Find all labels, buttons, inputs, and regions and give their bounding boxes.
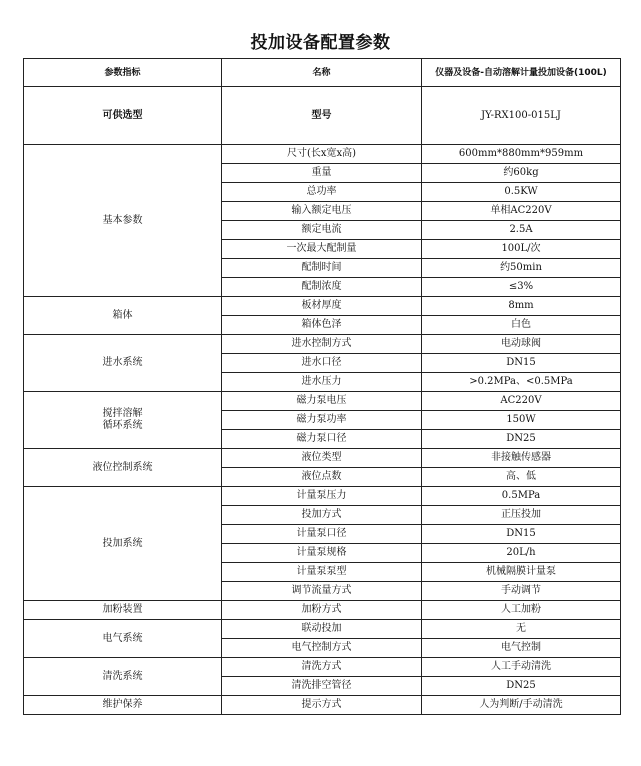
category-label: 投加系统 <box>102 537 143 549</box>
param-name: 重量 <box>222 164 422 183</box>
param-value: 20L/h <box>422 544 621 563</box>
table-row <box>24 658 621 677</box>
param-name: 尺寸(长x宽x高) <box>222 145 422 164</box>
param-name: 进水压力 <box>222 373 422 392</box>
param-value: 机械隔膜计量泵 <box>422 563 621 582</box>
param-name: 液位类型 <box>222 449 422 468</box>
param-name: 输入额定电压 <box>222 202 422 221</box>
param-value: 150W <box>422 411 621 430</box>
category-cell <box>24 487 222 601</box>
category-label: 维护保养 <box>102 699 143 710</box>
param-name: 电气控制方式 <box>222 639 422 658</box>
param-value: 正压投加 <box>422 506 621 525</box>
param-value: 0.5KW <box>422 183 621 202</box>
selection-label: 可供选型 <box>24 87 222 145</box>
param-name: 配制时间 <box>222 259 422 278</box>
param-value: 约60kg <box>422 164 621 183</box>
category-label: 箱体 <box>112 309 133 321</box>
param-name: 磁力泵口径 <box>222 430 422 449</box>
table-row <box>24 601 621 620</box>
param-value: 单相AC220V <box>422 202 621 221</box>
header-name: 名称 <box>222 59 422 87</box>
table-row <box>24 487 621 506</box>
param-value: DN15 <box>422 354 621 373</box>
category-label: 加粉装置 <box>102 604 143 615</box>
table-row <box>24 449 621 468</box>
category-label: 电气系统 <box>102 632 143 644</box>
param-value: DN15 <box>422 525 621 544</box>
param-name: 计量泵泵型 <box>222 563 422 582</box>
header-device: 仪器及设备-自动溶解计量投加设备(100L) <box>422 59 621 87</box>
param-name: 清洗方式 <box>222 658 422 677</box>
param-name: 箱体色泽 <box>222 316 422 335</box>
param-name: 一次最大配制量 <box>222 240 422 259</box>
param-value: 电气控制 <box>422 639 621 658</box>
param-value: 0.5MPa <box>422 487 621 506</box>
param-name: 进水控制方式 <box>222 335 422 354</box>
param-name: 总功率 <box>222 183 422 202</box>
param-value: 100L/次 <box>422 240 621 259</box>
param-value: 手动调节 <box>422 582 621 601</box>
category-cell <box>24 658 222 696</box>
category-cell <box>24 145 222 297</box>
param-value: >0.2MPa、<0.5MPa <box>422 373 621 392</box>
param-name: 提示方式 <box>222 696 422 715</box>
param-value: 电动球阀 <box>422 335 621 354</box>
header-param-index: 参数指标 <box>24 59 222 87</box>
category-label: 基本参数 <box>102 214 143 226</box>
table-row <box>24 297 621 316</box>
table-row <box>24 335 621 354</box>
category-label: 搅拌溶解 <box>102 408 143 419</box>
category-cell <box>24 601 222 620</box>
model-label: 型号 <box>222 87 422 145</box>
param-name: 加粉方式 <box>222 601 422 620</box>
param-value: 约50min <box>422 259 621 278</box>
model-value: JY-RX100-015LJ <box>422 87 621 145</box>
param-value: AC220V <box>422 392 621 411</box>
param-value: 白色 <box>422 316 621 335</box>
param-value: 非接触传感器 <box>422 449 621 468</box>
param-value: ≤3% <box>422 278 621 297</box>
param-name: 计量泵口径 <box>222 525 422 544</box>
param-name: 板材厚度 <box>222 297 422 316</box>
param-name: 投加方式 <box>222 506 422 525</box>
param-name: 计量泵规格 <box>222 544 422 563</box>
category-cell <box>24 620 222 658</box>
param-value: DN25 <box>422 677 621 696</box>
param-name: 磁力泵电压 <box>222 392 422 411</box>
table-row <box>24 620 621 639</box>
document-title: 投加设备配置参数 <box>250 33 391 53</box>
param-name: 进水口径 <box>222 354 422 373</box>
param-name: 配制浓度 <box>222 278 422 297</box>
table-row <box>24 392 621 411</box>
param-value: 600mm*880mm*959mm <box>422 145 621 164</box>
category-cell <box>24 449 222 487</box>
param-name: 液位点数 <box>222 468 422 487</box>
param-value: 8mm <box>422 297 621 316</box>
param-value: DN25 <box>422 430 621 449</box>
category-cell <box>24 297 222 335</box>
category-label: 循环系统 <box>102 420 143 431</box>
table-row <box>24 696 621 715</box>
param-name: 清洗排空管径 <box>222 677 422 696</box>
param-name: 磁力泵功率 <box>222 411 422 430</box>
category-cell <box>24 392 222 449</box>
table-row <box>24 145 621 164</box>
category-label: 进水系统 <box>102 357 143 368</box>
param-value: 人工手动清洗 <box>422 658 621 677</box>
spec-table <box>23 58 621 715</box>
param-value: 人为判断/手动清洗 <box>422 696 621 715</box>
category-cell <box>24 696 222 715</box>
table-header-row <box>24 59 621 87</box>
category-label: 清洗系统 <box>102 670 143 682</box>
model-row <box>24 87 621 145</box>
param-name: 额定电流 <box>222 221 422 240</box>
param-value: 人工加粉 <box>422 601 621 620</box>
param-name: 联动投加 <box>222 620 422 639</box>
param-name: 调节流量方式 <box>222 582 422 601</box>
category-label: 液位控制系统 <box>92 461 153 473</box>
param-value: 2.5A <box>422 221 621 240</box>
category-cell <box>24 335 222 392</box>
param-value: 高、低 <box>422 468 621 487</box>
param-name: 计量泵压力 <box>222 487 422 506</box>
param-value: 无 <box>422 620 621 639</box>
